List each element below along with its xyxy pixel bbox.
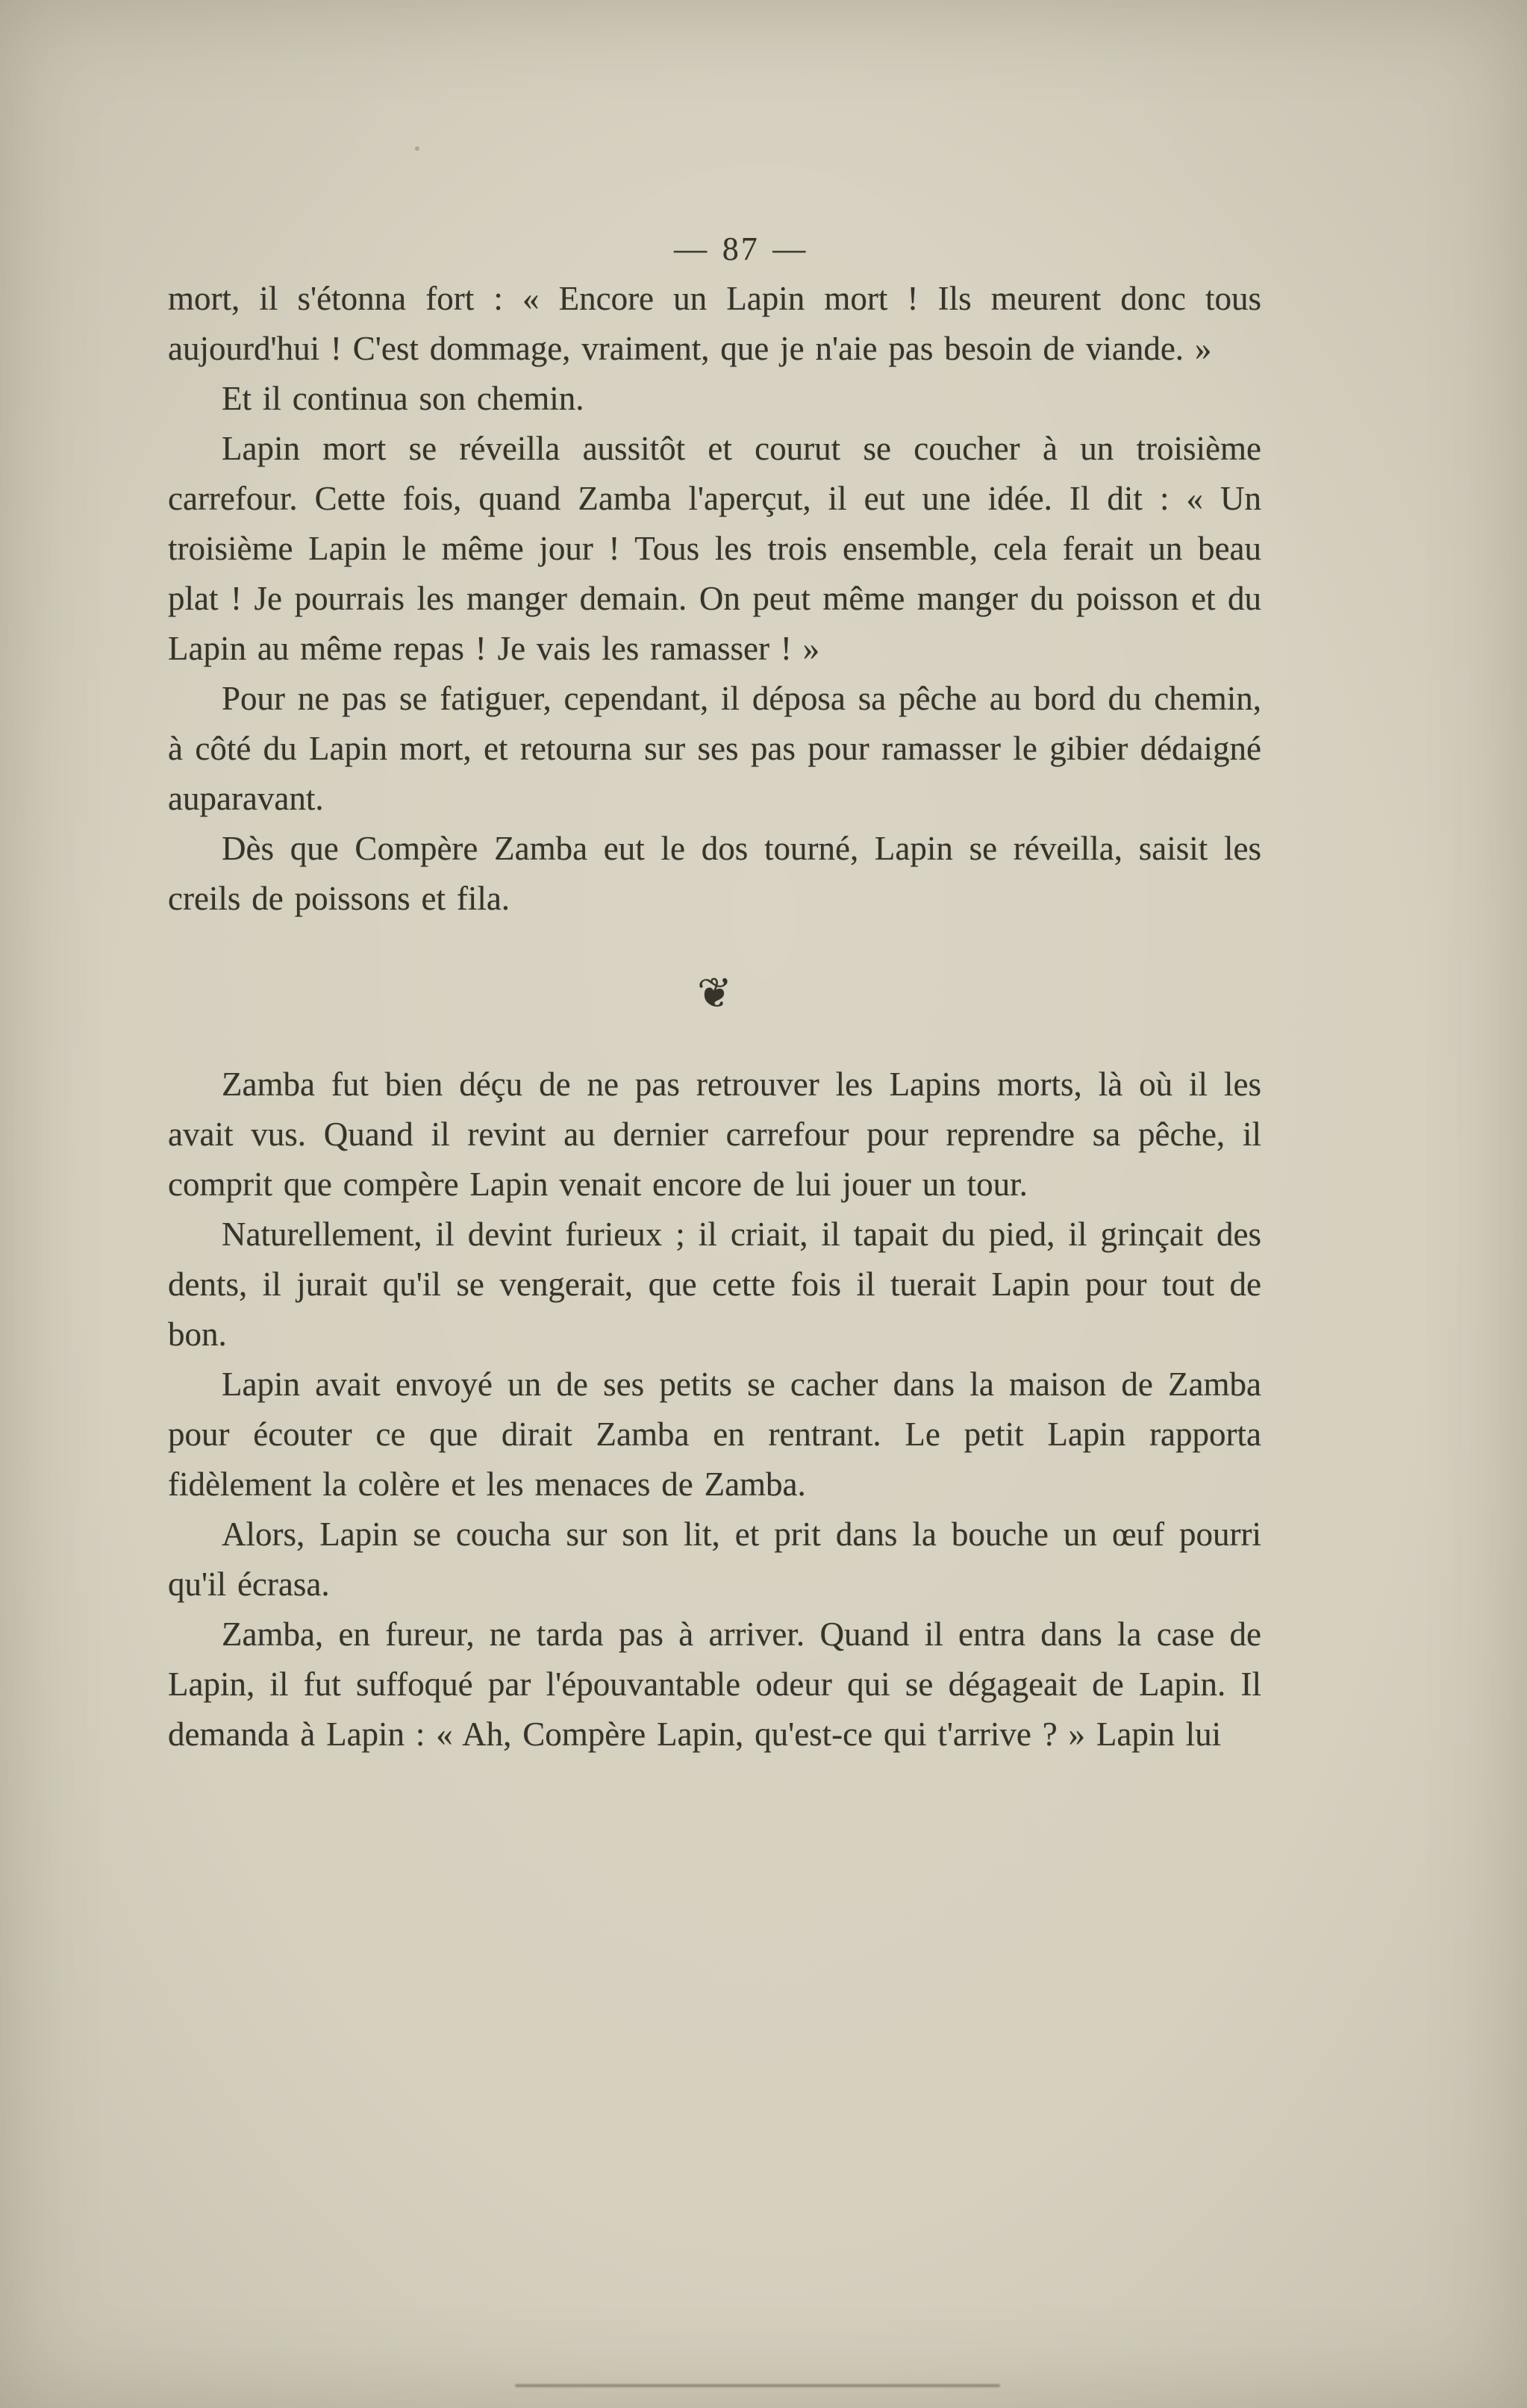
- paragraph: Pour ne pas se fatiguer, cependant, il déposa sa pêche au bord du chemin, à côté du Lapin mort, et retourna sur ses pas pour ramasser le gibier dédaigné auparavant.: [168, 680, 1261, 817]
- paragraph: mort, il s'étonna fort : « Encore un Lapin mort ! Ils meurent donc tous aujourd'hui ! C'est dommage, vraiment, que je n'aie pas besoin de viande. »: [168, 280, 1261, 367]
- paragraph: Zamba fut bien déçu de ne pas retrouver les Lapins morts, là où il les avait vus. Quand il revint au dernier carrefour pour reprendre sa pêche, il comprit que compère Lapin venait encore de lui jouer un tour.: [168, 1066, 1261, 1203]
- page-number: — 87 —: [674, 231, 808, 267]
- paragraph: Lapin avait envoyé un de ses petits se cacher dans la maison de Zamba pour écouter ce que dirait Zamba en rentrant. Le petit Lapin rapporta fidèlement la colère et les menaces de Zamba.: [168, 1366, 1261, 1503]
- scan-speck: [415, 146, 419, 151]
- paragraph: Et il continua son chemin.: [222, 380, 584, 417]
- paragraph: Dès que Compère Zamba eut le dos tourné, Lapin se réveilla, saisit les creils de poissons et fila.: [168, 830, 1261, 917]
- paragraph: Naturellement, il devint furieux ; il criait, il tapait du pied, il grinçait des dents, il jurait qu'il se vengerait, que cette fois il tuerait Lapin pour tout de bon.: [168, 1216, 1261, 1353]
- scan-artifact-line: [515, 2384, 1000, 2387]
- section-divider-ornament-icon: ❦: [697, 971, 732, 1017]
- paragraph: Lapin mort se réveilla aussitôt et courut se coucher à un troisième carrefour. Cette fois, quand Zamba l'aperçut, il eut une idée. Il dit : « Un troisième Lapin le même jour ! Tous les trois ensemble, cela ferait un beau plat ! Je pourrais les manger demain. On peut même manger du poisson et du Lapin au même repas ! Je vais les ramasser ! »: [168, 430, 1261, 667]
- paragraph: Alors, Lapin se coucha sur son lit, et prit dans la bouche un œuf pourri qu'il écrasa.: [168, 1516, 1261, 1603]
- paragraph: Zamba, en fureur, ne tarda pas à arriver. Quand il entra dans la case de Lapin, il fut suffoqué par l'épouvantable odeur qui se dégageait de Lapin. Il demanda à Lapin : « Ah, Compère Lapin, qu'est-ce qui t'arrive ? » Lapin lui: [168, 1616, 1261, 1753]
- text-block: [168, 224, 1261, 1760]
